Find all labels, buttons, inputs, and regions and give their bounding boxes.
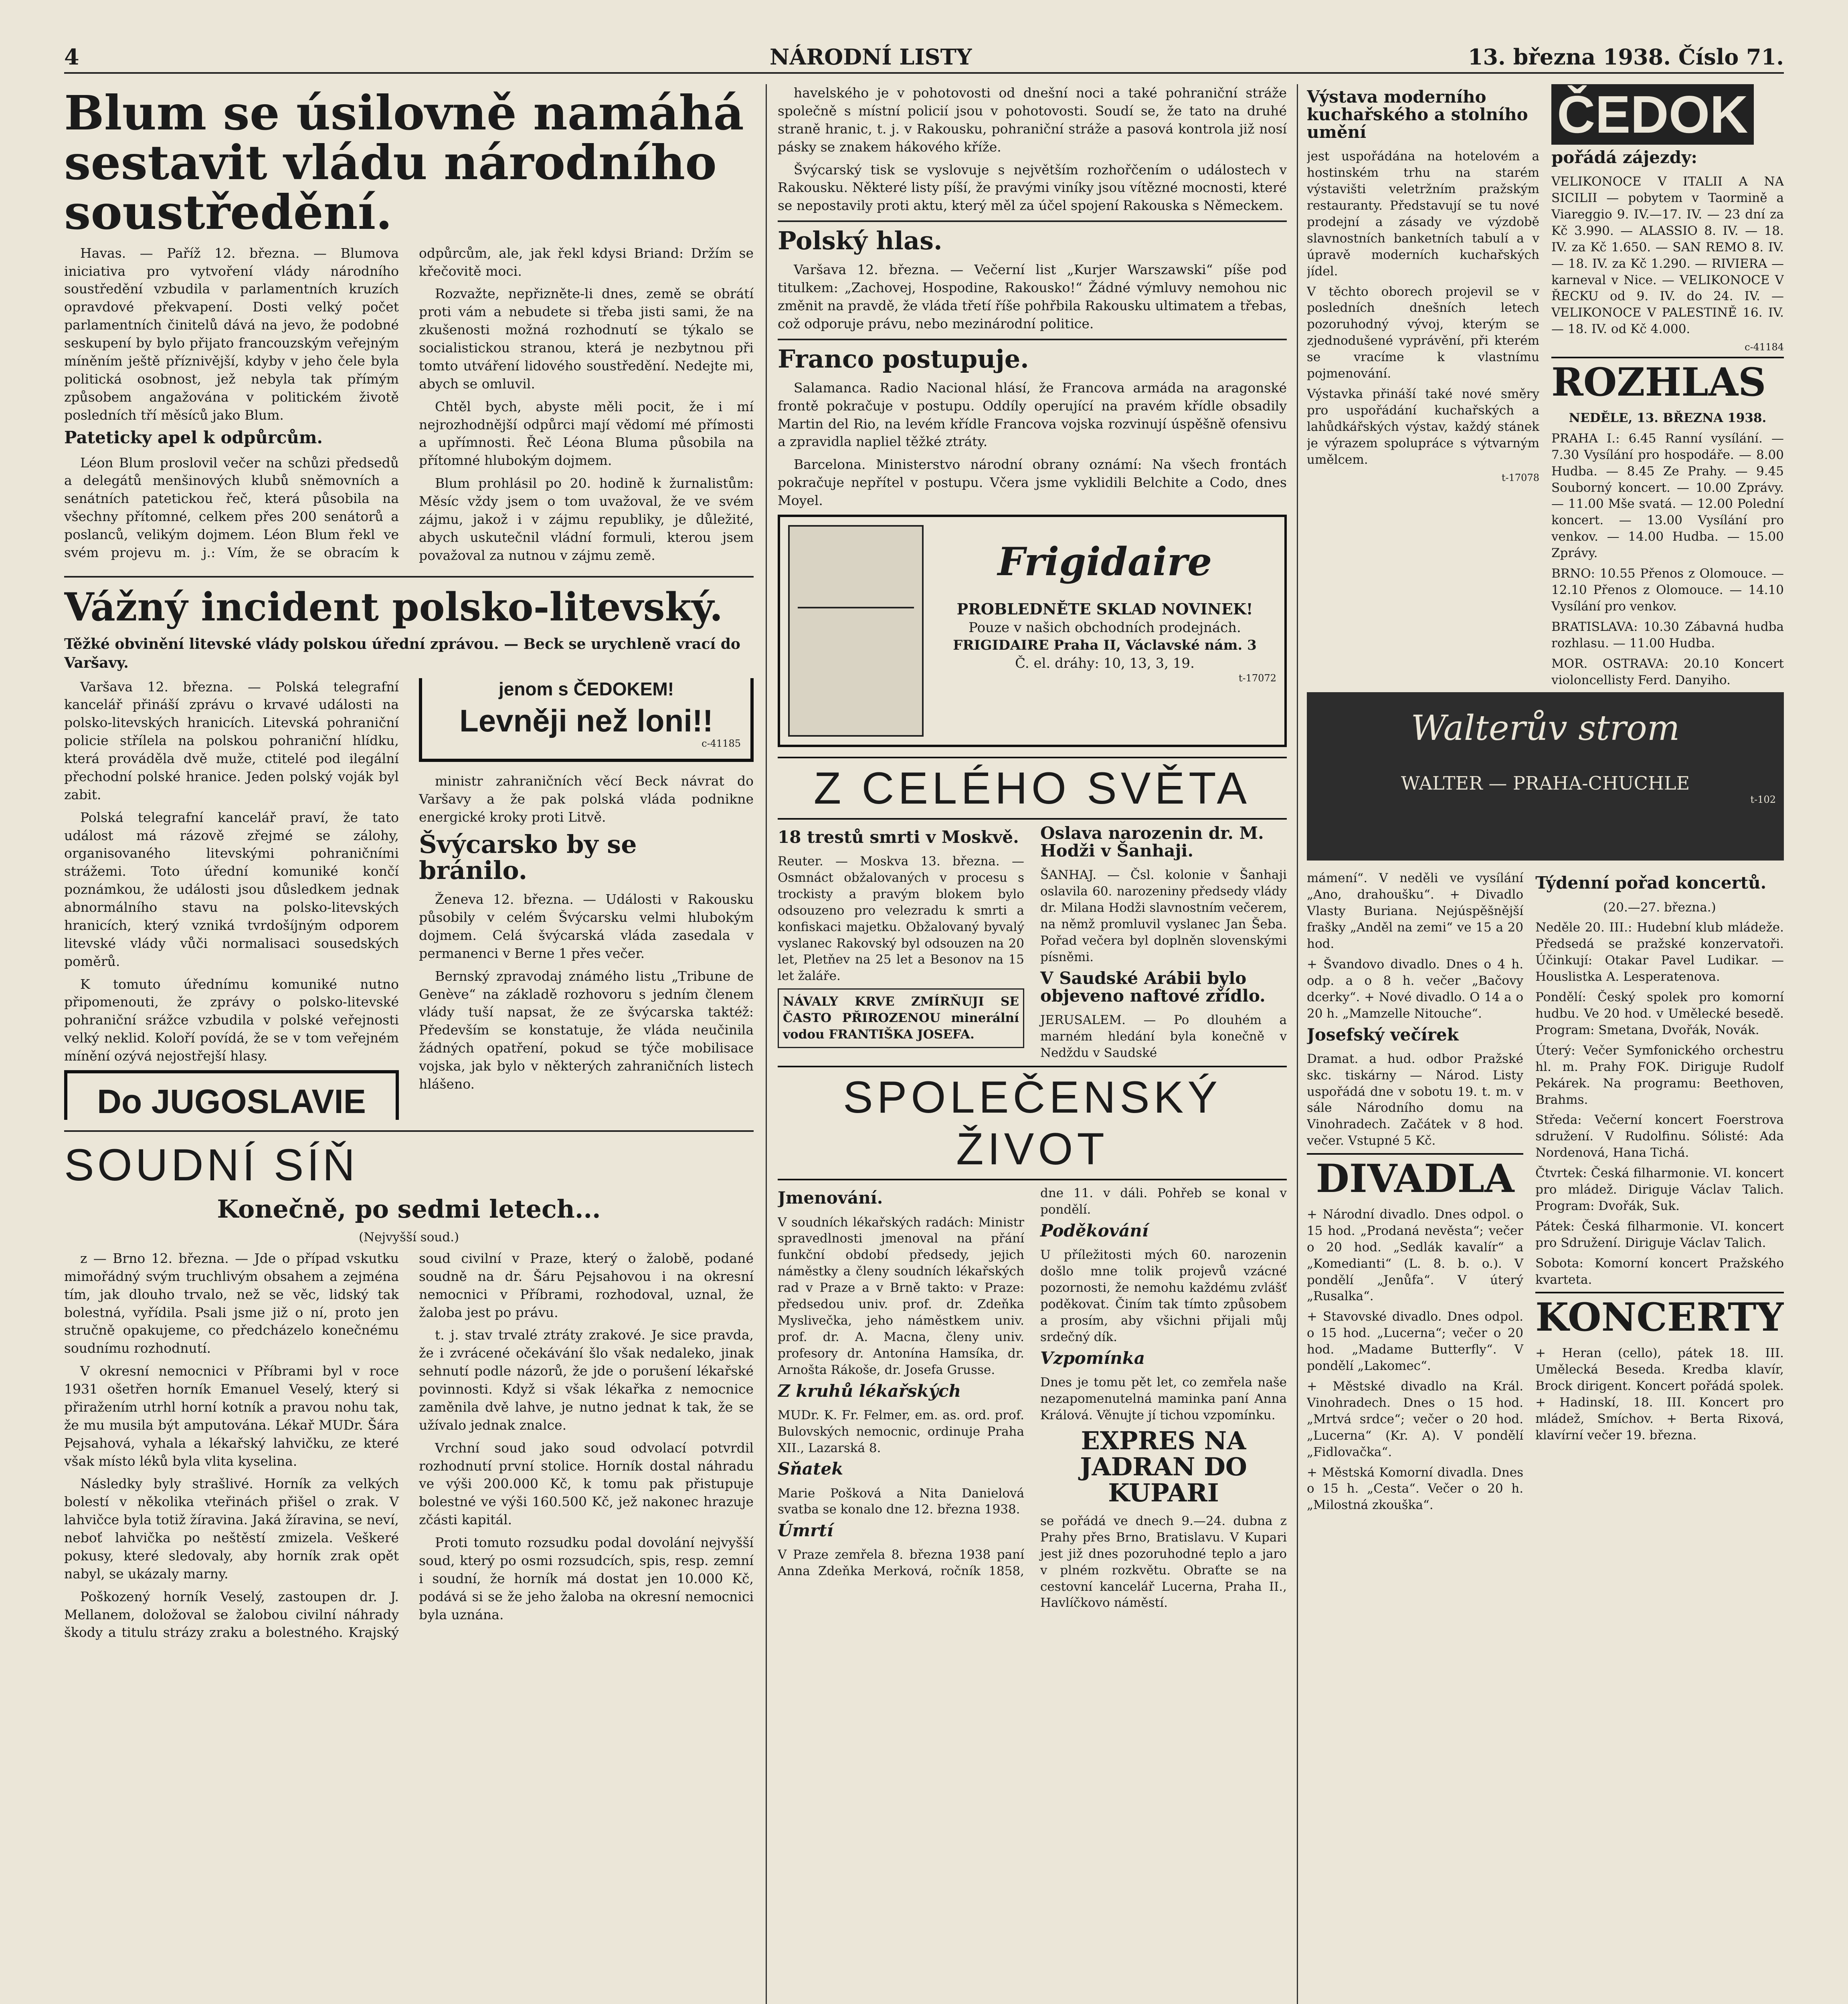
masthead	[64, 44, 1784, 74]
paragraph: t. j. stav trvalé ztráty zrakové. Je sice pravda, že i zvrácené očekávání šlo však nedaleko, jinak sehnutí podle názorů, že jde o porušení lékařské povinnosti. Když si však lékařka z nemocnice zaměnila dvě lahve, je nutno jednat k tak, že se užívalo jednak znalce.	[419, 1327, 754, 1433]
paragraph: Reuter. — Moskva 13. března. — Osmnáct obžalovaných v procesu s trockisty a pravým blokem bylo odsouzeno pro velezradu k smrti a konfiskaci majetku. Obžalovaný byvalý vyslanec Rakovský byl odsouzen na 20 let, Pletňev na 25 let a Besonov na 15 let žaláře.	[778, 854, 1024, 984]
paragraph: PRAHA I.: 6.45 Ranní vysílání. — 7.30 Vysílání pro hospodáře. — 8.00 Hudba. — 8.45 Ze Prahy. — 9.45 Souborný koncert. — 10.00 Zprávy. — 11.00 Mše svatá. — 12.00 Polední koncert. — 13.00 Vysílání pro venkov. — 14.00 Hudba. — 15.00 Zprávy.	[1551, 431, 1784, 561]
frigidaire-ad	[778, 515, 1287, 747]
article-blum	[64, 84, 754, 566]
paragraph: V Praze zemřela 8. března 1938 paní Anna Zdeňka Merková, ročník 1858, dne 11. v dáli. Pohřeb se konal v pondělí.	[778, 1186, 1287, 1579]
ad-line: Walterův strom	[1411, 708, 1680, 749]
paragraph: se pořádá ve dnech 9.—24. dubna z Prahy přes Brno, Bratislavu. V Kupari jest již dnes pozoruhodné teplo a jaro v plném rozkvětu. Obraťte se na cestovní kancelář Lucerna, Praha II., Havlíčkovo náměstí.	[1040, 1513, 1287, 1610]
paragraph: jest uspořádána na hotelovém a hostinském trhu na starém výstavišti veletržním pražským restauranty. Představují se tu nové prodejní a zásady ve výzdobě slavnostních banketních tabulí a v úpravě moderních kuchařských jídel.	[1307, 149, 1539, 279]
column-rule	[766, 84, 767, 2004]
paragraph: Varšava 12. března. — Večerní list „Kurjer Warszawski“ píše pod titulkem: „Zachovej, Hospodine, Rakousko!“ Žádné výmluvy nemohou nic změnit na pravdě, že vláda třetí říše pohřbila Rakousku ultimatem a třebas, což odporuje právu, nebo mezinárodní politice.	[778, 262, 1287, 331]
ad-code: t-102	[1750, 794, 1776, 806]
subheading: Z kruhů lékařských	[778, 1381, 961, 1401]
paragraph: Proti tomuto rozsudku podal dovolání nejvyšší soud, který po osmi rozsudcích, spis, resp. zemní i soudní, že horník má dostat jen 10.000 Kč, podává si se že jeho žaloba na okresní nemocnici byla uznána.	[419, 1535, 754, 1622]
paragraph: Švýcarský tisk se vyslovuje s největším rozhořčením o událostech v Rakousku. Některé listy píší, že pravými viníky jsou vítězné mocnosti, které se nepostavily proti aktu, který měl za účel spojení Rakouska s Německem.	[778, 162, 1287, 214]
paragraph: BRATISLAVA: 10.30 Zábavná hudba rozhlasu. — 11.00 Hudba.	[1551, 619, 1784, 650]
divider	[778, 220, 1287, 222]
paragraph: MUDr. K. Fr. Felmer, em. as. ord. prof. Bulovských nemocnic, ordinuje Praha XII., Lazarská 8.	[778, 1408, 1024, 1455]
paragraph: Rozvažte, nepřizněte-li dnes, země se obrátí proti vám a nebudete si třeba jisti sami, že na zkušenosti možná rozhodnutí se týkalo se socialistickou stranou, která je nezbytnou při tomto utváření lidového soustředění. Nedejte mi, abych se omluvil.	[419, 286, 754, 392]
section-heading: KONCERTY	[1535, 1292, 1784, 1338]
ad-line: Č. el. dráhy: 10, 13, 3, 19.	[1015, 655, 1195, 671]
ad-line: Do JUGOSLAVIE	[97, 1082, 366, 1120]
column-right-sub	[1535, 870, 1784, 1517]
ad-line: Levněji než loni!!	[459, 703, 713, 738]
ad-line: FRIGIDAIRE Praha II, Václavské nám. 3	[953, 637, 1257, 654]
divider	[64, 1130, 754, 1132]
paragraph: Dnes je tomu pět let, co zemřela naše nezapomenutelná maminka paní Anna Králová. Věnujte jí tichou vzpomínku.	[1040, 1375, 1287, 1422]
page-number: 4	[64, 44, 79, 70]
paragraph: havelského je v pohotovosti od dnešní noci a také pohraniční stráže společně s místní policií jsou v pohotovosti. Soudí se, že tato na druhé straně hranic, t. j. v Rakousku, pohraniční stráže a pasová kontrola již nosí pásky se znakem hákového kříže.	[778, 85, 1287, 155]
notice-box: NÁVALY KRVE ZMÍRŇUJI SE ČASTO PŘIROZENOU minerální vodou FRANTIŠKA JOSEFA.	[778, 988, 1024, 1048]
paragraph: JERUSALEM. — Po dlouhém a marném hledání byla konečně v Nedždu v Saudské	[1040, 1012, 1287, 1060]
paragraph: Středa: Večerní koncert Foerstrova sdružení. V Rudolfinu. Sólisté: Ada Nordenová, Hana Tichá.	[1535, 1113, 1784, 1160]
walter-ad	[1307, 692, 1784, 861]
ad-line: Pouze v našich obchodních prodejnách.	[968, 620, 1241, 636]
brand-name: Frigidaire	[997, 539, 1212, 584]
paper-title: NÁRODNÍ LISTY	[770, 44, 972, 70]
article-body	[64, 678, 754, 1120]
paragraph: Úterý: Večer Symfonického orchestru hl. m. Prahy FOK. Diriguje Rudolf Pekárek. Na programu: Beethoven, Brahms.	[1535, 1043, 1784, 1107]
ad-line: jenom s ČEDOKEM!	[498, 678, 674, 699]
headline: Oslava narozenin dr. M. Hodži v Šanhaji.	[1040, 823, 1264, 861]
refrigerator-illustration	[788, 525, 924, 737]
headline: Konečně, po sedmi letech...	[217, 1194, 601, 1224]
dateline: (Nejvyšší soud.)	[358, 1230, 459, 1244]
ad-tagline: pořádá zájezdy:	[1551, 147, 1698, 167]
paragraph: Dramat. a hud. odbor Pražské skc. tiskárny — Národ. Listy uspořádá dne v sobotu 19. t. m. v sále Národního domu na Vinohradech. Začátek v 8 hod. večer. Vstupné 5 Kč.	[1307, 1051, 1524, 1148]
paragraph: V těchto oborech projevil se v posledních dnešních letech pozoruhodný vývoj, kterým se zjednodušené vyprávění, při kterém se vracíme k vlastnímu pojmenování.	[1307, 284, 1539, 381]
divider	[64, 576, 754, 578]
subheading: Poděkování	[1040, 1221, 1148, 1241]
paragraph: Poškozený horník Veselý, zastoupen dr. J. Mellanem, doložoval se žalobou civilní náhrady škody a titulu strázy zraku a bolestného. Krajský soud civilní v Praze, který o žalobě, podané soudně na dr. Šáru Pejsahovou i na okresní nemocnici v Příbrami, rozhodoval, uznal, že žaloba jest po právu.	[64, 1250, 754, 1640]
paragraph: U příležitosti mých 60. narozenin došlo mne tolik projevů vzácné pozornosti, že nemohu každému zvlášť poděkovat. Činím tak tímto způsobem a prosím, aby všichni přijali můj srdečný dík.	[1040, 1248, 1287, 1344]
headline: Polský hlas.	[778, 226, 942, 256]
subheading: Švýcarsko by se bránilo.	[419, 829, 637, 885]
paragraph: Vrchní soud jako soud odvolací potvrdil rozhodnutí první stolice. Horník dostal náhradu ve výši 200.000 Kč, k tomu pak přistupuje bolestné ve výši 160.500 Kč, jež nakonec hrazuje zčásti kapitál.	[419, 1440, 754, 1528]
column-rule	[1297, 84, 1298, 2004]
paragraph: + Městská Komorní divadla. Dnes o 15 h. „Cesta“. Večer o 20 h. „Milostná zkouška“.	[1307, 1465, 1524, 1513]
paragraph: Barcelona. Ministerstvo národní obrany oznámí: Na všech frontách pokračuje nepřítel v postupu. Včera jsme vyklidili Belchite a Codo, dnes Moyel.	[778, 457, 1287, 509]
paragraph: Následky byly strašlivé. Horník za velkých bolestí v několika vteřinách přišel o zrak. V lahvičce byla totiž žíravina. Jaká žíravina, se neví, neboť lahvička po neštěstí zmizela. Veškeré pokusy, které sledovaly, aby horník zrak opět nabyl, se ukázaly marny.	[64, 1476, 399, 1582]
ad-code: c-41185	[702, 738, 741, 749]
section-heading: SOUDNÍ SÍŇ	[64, 1140, 358, 1190]
paragraph: Čtvrtek: Česká filharmonie. VI. koncert pro mládež. Diriguje Václav Talich. Program: Dvořák, Suk.	[1535, 1166, 1784, 1213]
headline: Blum se úsilovně namáhá sestavit vládu národního soustředění.	[64, 85, 744, 240]
article-body	[64, 1250, 754, 1642]
dateline: NEDĚLE, 13. BŘEZNA 1938.	[1569, 410, 1767, 425]
cedok-logo: ČEDOK	[1551, 84, 1754, 145]
paragraph: Sobota: Komorní koncert Pražského kvarteta.	[1535, 1256, 1784, 1287]
issue-date: 13. března 1938. Číslo 71.	[1468, 44, 1784, 70]
column-middle	[778, 84, 1287, 2004]
paragraph: V okresní nemocnici v Příbrami byl v roce 1931 ošetřen horník Emanuel Veselý, který si přiražením utrhl horní kotník a pravou nohu tak, že mu musila být amputována. Lékař MUDr. Šára Pejsahová, vyhala a lékařský lahvičku, ze které však místo léků byla vlita kyselina.	[64, 1363, 399, 1469]
paragraph: K tomuto úřednímu komuniké nutno připomenouti, že zprávy o polsko-litevské pohraniční srážce vzbudila v polské veřejnosti velký neklid. Koloří povídá, že se v tom veřejném mínění ozývá nejostřejší hlasy.	[64, 976, 399, 1064]
section-heading: SPOLEČENSKÝ ŽIVOT	[778, 1066, 1287, 1180]
paragraph: mámení“. V neděli ve vysílání „Ano, drahoušku“. + Divadlo Vlasty Buriana. Nejúspěšnější frašky „Anděl na zemi“ ve 15 a 20 hod.	[1307, 871, 1524, 951]
paragraph: ŠANHAJ. — Čsl. kolonie v Šanhaji oslavila 60. narozeniny předsedy vlády dr. Milana Hodži slavnostním večerem, na němž promluvil vyslanec Jan Šeba. Pořad večera byl doplněn slovenskými písněmi.	[1040, 868, 1287, 964]
subheading: Sňatek	[778, 1459, 843, 1479]
paragraph: + Švandovo divadlo. Dnes o 4 h. odp. a o 8 h. večer „Bačovy dcerky“. + Nové divadlo. O 14 a o 20 h. „Mamzelle Nitouche“.	[1307, 957, 1524, 1021]
paragraph: + Městské divadlo na Král. Vinohradech. Dnes o 15 hod. „Mrtvá srdce“; večer o 20 hod. „Lucerna“ (Kr. A). V pondělí „Fidlovačka“.	[1307, 1379, 1524, 1459]
headline: Vážný incident polsko-litevský.	[64, 584, 723, 630]
headline: EXPRES NA JADRAN DO KUPARI	[1080, 1426, 1247, 1507]
paragraph: + Heran (cello), pátek 18. III. Umělecká Beseda. Kredba klavír, Brock dirigent. Koncert pořádá spolek. + Hadinskí, 18. III. Koncert pro mládež, Smíchov. + Berta Rixová, klavírní večer 19. března.	[1535, 1346, 1784, 1442]
section-heading: DIVADLA	[1307, 1153, 1523, 1199]
column-left-sub	[1307, 870, 1523, 1517]
paragraph: z — Brno 12. března. — Jde o případ vskutku mimořádný svým truchlivým obsahem a zejména tím, jak dlouho trvalo, než se věc, lidský tak bolestná, vyřídila. Psali jsme již o ní, proto jen stručně opakujeme, co předcházelo konečnému soudnímu rozhodnutí.	[64, 1250, 399, 1356]
paragraph: Bernský zpravodaj známého listu „Tribune de Genève“ na základě rozhovoru s jedním členem vlády tuší napsat, že ze švýcarska taktéž: Především se konstatuje, že vláda neučinila žádných opatření, pokud se týče mobilisace vojska, jak bylo v některých zahraničních listech hlášeno.	[419, 968, 754, 1092]
article-vystava	[1307, 84, 1539, 692]
subheading: Úmrtí	[778, 1521, 833, 1541]
paragraph: Varšava 12. března. — Polská telegrafní kancelář přináší zprávu o krvavé události na polsko-litevských hranicích. Litevská pohraniční policie střílela na polskou pohraniční hlídku, která prováděla dvě muže, ctitelé pod ilegální přechodní polské hranice. Jeden polský voják byl zabit.	[64, 679, 399, 802]
paragraph: Ženeva 12. března. — Události v Rakousku působily v celém Švýcarsku velmi hlubokým dojmem. Celá švýcarská vláda zasedala v permanenci v Berne 1 přes večer.	[419, 891, 754, 961]
paragraph: Polská telegrafní kancelář praví, že tato událost má rázově zřejmé se zálohy, organisovaného litevskými pohraničními strážemi. Toto úřední komuniké končí poznámkou, že události jsou důsledkem jednak abnormálního stavu na polsko-litevských hranicích, který vzniká tvrdošíjným odporem litevské vlády vůči normalisaci sousedských poměrů.	[64, 809, 399, 969]
lead: Těžké obvinění litevské vlády polskou úřední zprávou. — Beck se urychleně vrací do Varšavy.	[64, 635, 740, 671]
paragraph: BRNO: 10.55 Přenos z Olomouce. — 12.10 Přenos z Olomouce. — 14.10 Vysílání pro venkov.	[1551, 566, 1784, 614]
cedok-tours-ad	[1551, 84, 1784, 692]
column-left	[64, 84, 754, 2004]
paragraph: Léon Blum proslovil večer na schůzi předsedů a delegátů menšinových klubů sněmovních a senátních patetickou řeč, která působila na všechny přítomné, celkem přes 200 senátorů a poslanců, velikým dojmem. Léon Blum řekl ve svém projevu m. j.: Vím, že se obracím k odpůrcům, ale, jak řekl kdysi Briand: Držím se křečovitě moci.	[64, 245, 754, 560]
section-heading: ROZHLAS	[1551, 357, 1784, 403]
paragraph: ministr zahraničních věcí Beck návrat do Varšavy a že pak polská vláda podnikne energické kroky proti Litvě.	[419, 773, 754, 825]
ad-text	[933, 525, 1276, 737]
headline: Josefský večírek	[1307, 1024, 1459, 1044]
article-polsko	[64, 583, 754, 1120]
paragraph: + Stavovské divadlo. Dnes odpol. o 15 hod. „Lucerna“; večer o 20 hod. „Madame Butterfly“. V pondělí „Lakomec“.	[1307, 1309, 1524, 1374]
ad-line: WALTER — PRAHA-CHUCHLE	[1401, 772, 1690, 794]
subheading: Jmenování.	[778, 1188, 883, 1208]
article-body	[64, 244, 754, 566]
ad-code: c-41184	[1745, 341, 1784, 353]
ad-code: t-17078	[1501, 472, 1539, 483]
headline: V Saudské Arábii bylo objeveno naftové zřídlo.	[1040, 968, 1266, 1006]
headline: Výstava moderního kuchařského a stolního umění	[1307, 87, 1528, 142]
column-right	[1307, 84, 1784, 2004]
dateline: (20.—27. března.)	[1603, 900, 1716, 915]
subheading: Vzpomínka	[1040, 1348, 1145, 1368]
paragraph: Marie Pošková a Nita Danielová svatba se konalo dne 12. března 1938.	[778, 1486, 1024, 1517]
paragraph: Blum prohlásil po 20. hodině k žurnalistům: Měsíc vždy jsem o tom uvažoval, že ve svém zájmu, jakož i v zájmu republiky, je důležité, abych uskutečnil vládní formuli, kterou jsem považoval za nutnou v zájmu země.	[419, 475, 754, 563]
paragraph: Chtěl bych, abyste měli pocit, že i mí nejrozhodnější odpůrci mají vědomí mé přímosti a upřímnosti. Řeč Léona Bluma působila na přítomné hlubokým dojmem.	[419, 398, 754, 469]
paragraph: Salamanca. Radio Nacional hlásí, že Francova armáda na aragonské frontě pokračuje v postupu. Oddíly operující na pravém křídle obsadily Martin del Rio, na levém křídle Francova vojska rozvinují úspěšně ofensivu a zpravidla napliel těžké ztráty.	[778, 380, 1287, 450]
world-news	[778, 824, 1287, 1061]
subheading: Pateticky apel k odpůrcům.	[64, 428, 323, 448]
social-life	[778, 1185, 1287, 1611]
ad-code: t-17072	[1238, 672, 1276, 684]
divider	[778, 339, 1287, 340]
section-heading: Z CELÉHO SVĚTA	[778, 757, 1287, 820]
paragraph: Výstavka přináší také nové směry pro uspořádání kuchařských a lahůdkářských výstav, každý stánek je výrazem spolupráce s výtvarným umělcem.	[1307, 386, 1539, 467]
paragraph: Havas. — Paříž 12. března. — Blumova iniciativa pro vytvoření vlády národního soustředění vzbudila v parlamentních kruzích opravdové překvapení. Dosti velký počet parlamentních činitelů dává na jevo, že podobné seskupení by bylo přijato francouzským veřejným míněním ještě příznivější, kdyby v jeho čele byla politická osobnost, jež nebyla tak přímým způsobem angažována v politickém životě posledních tří měsíců jako Blum.	[64, 245, 399, 423]
paragraph: Neděle 20. III.: Hudební klub mládeže. Předsedá se pražské konzervatoři. Účinkují: Otakar Pavel Ludikar. — Houslistka A. Lesperatenova.	[1535, 920, 1784, 984]
headline: 18 trestů smrti v Moskvě.	[778, 827, 1019, 847]
headline: Franco postupuje.	[778, 344, 1029, 374]
bottom-row	[1307, 870, 1784, 1517]
ad-line: PROBLEDNĚTE SKLAD NOVINEK!	[956, 600, 1253, 618]
paragraph: V soudních lékařských radách: Ministr spravedlnosti jmenoval na přání funkční období předsedy, jejich náměstky a členy soudních lékařských rad v Praze a v Brně takto: v Praze: předsedou univ. prof. dr. Zdeňka Myslivečka, jeho náměstkem univ. prof. dr. A. Macna, členy univ. profesory dr. Antonína Hamsíka, dr. Arnošta Rákoše, dr. Josefa Grusse.	[778, 1215, 1024, 1377]
paragraph: MOR. OSTRAVA: 20.10 Koncert violoncellisty Ferd. Danyiho.	[1551, 656, 1784, 687]
paragraph: Pondělí: Český spolek pro komorní hudbu. Ve 20 hod. v Umělecké besedě. Program: Smetana, Dvořák, Novák.	[1535, 990, 1784, 1037]
headline: Týdenní pořad koncertů.	[1535, 873, 1767, 893]
paragraph: + Národní divadlo. Dnes odpol. o 15 hod. „Prodaná nevěsta“; večer o 20 hod. „Sedlák kavalír“ a „Komedianti“ (L. 8. b. o.). V pondělí „Jenůfa“. V úterý „Rusalka“.	[1307, 1207, 1524, 1304]
paragraph: Pátek: Česká filharmonie. VI. koncert pro Sdružení. Diriguje Václav Talich.	[1535, 1219, 1784, 1250]
paragraph: VELIKONOCE V ITALII A NA SICILII — pobytem v Taormině a Viareggio 9. IV.—17. IV. — 23 dní za Kč 3.990. — ALASSIO 8. IV. — 18. IV. za Kč 1.650. — SAN REMO 8. IV. — 18. IV. za Kč 1.290. — RIVIERA — karneval v Nice. — VELIKONOCE V ŘECKU od 9. IV. do 24. IV. — VELIKONOCE V PALESTINĚ 16. IV. — 18. IV. od Kč 4.000.	[1551, 174, 1784, 337]
top-row	[1307, 84, 1784, 692]
article-soudni-sin	[64, 1137, 754, 1642]
